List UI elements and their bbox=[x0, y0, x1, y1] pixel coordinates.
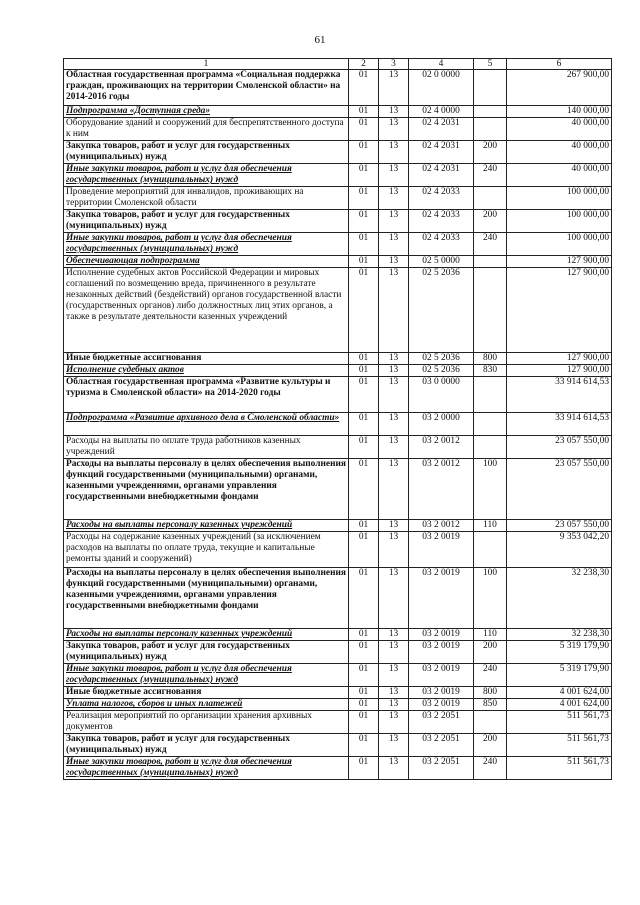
cell-subsection: 13 bbox=[379, 256, 409, 268]
cell-amount: 40 000,00 bbox=[507, 141, 612, 164]
table-row bbox=[64, 164, 612, 187]
cell-name: Уплата налогов, сборов и иных платежей bbox=[64, 699, 349, 711]
cell-expense-type: 240 bbox=[474, 757, 507, 780]
cell-name: Областная государственная программа «Социальная поддержка граждан, проживающих на территории Смоленской области» на 2014-2016 годы bbox=[64, 70, 349, 106]
cell-target-code: 03 2 0012 bbox=[409, 459, 474, 520]
cell-section: 01 bbox=[349, 268, 379, 353]
cell-target-code: 03 2 0019 bbox=[409, 699, 474, 711]
cell-section: 01 bbox=[349, 711, 379, 734]
cell-section: 01 bbox=[349, 687, 379, 699]
cell-expense-type: 850 bbox=[474, 699, 507, 711]
cell-subsection: 13 bbox=[379, 164, 409, 187]
cell-expense-type bbox=[474, 106, 507, 118]
cell-expense-type: 100 bbox=[474, 459, 507, 520]
cell-amount: 511 561,73 bbox=[507, 711, 612, 734]
cell-expense-type: 200 bbox=[474, 641, 507, 664]
cell-expense-type bbox=[474, 70, 507, 106]
cell-subsection: 13 bbox=[379, 377, 409, 413]
cell-expense-type bbox=[474, 413, 507, 436]
cell-amount: 23 057 550,00 bbox=[507, 459, 612, 520]
cell-section: 01 bbox=[349, 664, 379, 687]
column-header-1: 1 bbox=[64, 59, 349, 70]
cell-name: Обеспечивающая подпрограмма bbox=[64, 256, 349, 268]
cell-name: Подпрограмма «Доступная среда» bbox=[64, 106, 349, 118]
cell-amount: 23 057 550,00 bbox=[507, 436, 612, 459]
cell-amount: 511 561,73 bbox=[507, 734, 612, 757]
table-row bbox=[64, 256, 612, 268]
cell-name: Иные бюджетные ассигнования bbox=[64, 353, 349, 365]
table-row bbox=[64, 459, 612, 520]
cell-subsection: 13 bbox=[379, 436, 409, 459]
cell-name: Закупка товаров, работ и услуг для государственных (муниципальных) нужд bbox=[64, 641, 349, 664]
cell-amount: 5 319 179,90 bbox=[507, 641, 612, 664]
column-header-2: 2 bbox=[349, 59, 379, 70]
cell-amount: 4 001 624,00 bbox=[507, 687, 612, 699]
cell-expense-type bbox=[474, 268, 507, 353]
cell-name: Расходы на выплаты персоналу в целях обеспечения выполнения функций государственными (муниципальными) органами, казенными учреждениями, органами управления государственными внебюджетными фондами bbox=[64, 568, 349, 629]
cell-target-code: 02 5 2036 bbox=[409, 353, 474, 365]
cell-section: 01 bbox=[349, 532, 379, 568]
cell-subsection: 13 bbox=[379, 459, 409, 520]
cell-subsection: 13 bbox=[379, 353, 409, 365]
cell-section: 01 bbox=[349, 568, 379, 629]
cell-target-code: 03 2 0019 bbox=[409, 641, 474, 664]
cell-target-code: 03 2 0019 bbox=[409, 664, 474, 687]
table-row bbox=[64, 268, 612, 353]
cell-section: 01 bbox=[349, 256, 379, 268]
table-row bbox=[64, 568, 612, 629]
cell-name: Закупка товаров, работ и услуг для государственных (муниципальных) нужд bbox=[64, 210, 349, 233]
cell-subsection: 13 bbox=[379, 210, 409, 233]
table-row bbox=[64, 187, 612, 210]
cell-target-code: 03 2 0012 bbox=[409, 520, 474, 532]
cell-subsection: 13 bbox=[379, 568, 409, 629]
cell-expense-type: 200 bbox=[474, 734, 507, 757]
cell-section: 01 bbox=[349, 641, 379, 664]
cell-amount: 33 914 614,53 bbox=[507, 413, 612, 436]
cell-amount: 127 900,00 bbox=[507, 365, 612, 377]
cell-name: Иные закупки товаров, работ и услуг для обеспечения государственных (муниципальных) нужд bbox=[64, 757, 349, 780]
cell-amount: 32 238,30 bbox=[507, 629, 612, 641]
cell-subsection: 13 bbox=[379, 268, 409, 353]
cell-subsection: 13 bbox=[379, 70, 409, 106]
cell-expense-type bbox=[474, 187, 507, 210]
cell-amount: 100 000,00 bbox=[507, 233, 612, 256]
cell-section: 01 bbox=[349, 353, 379, 365]
cell-target-code: 03 2 2051 bbox=[409, 757, 474, 780]
cell-target-code: 02 5 2036 bbox=[409, 268, 474, 353]
column-header-3: 3 bbox=[379, 59, 409, 70]
table-body bbox=[64, 70, 612, 780]
cell-expense-type: 240 bbox=[474, 233, 507, 256]
cell-expense-type: 200 bbox=[474, 141, 507, 164]
cell-amount: 40 000,00 bbox=[507, 118, 612, 141]
cell-section: 01 bbox=[349, 436, 379, 459]
cell-subsection: 13 bbox=[379, 532, 409, 568]
cell-target-code: 03 2 0019 bbox=[409, 568, 474, 629]
table-row bbox=[64, 365, 612, 377]
table-row bbox=[64, 711, 612, 734]
table-row bbox=[64, 118, 612, 141]
cell-expense-type bbox=[474, 711, 507, 734]
cell-subsection: 13 bbox=[379, 118, 409, 141]
table-row bbox=[64, 106, 612, 118]
table-row bbox=[64, 629, 612, 641]
table-row bbox=[64, 734, 612, 757]
cell-target-code: 03 2 0000 bbox=[409, 413, 474, 436]
cell-amount: 127 900,00 bbox=[507, 268, 612, 353]
cell-subsection: 13 bbox=[379, 141, 409, 164]
cell-subsection: 13 bbox=[379, 757, 409, 780]
cell-subsection: 13 bbox=[379, 187, 409, 210]
cell-expense-type bbox=[474, 377, 507, 413]
cell-subsection: 13 bbox=[379, 699, 409, 711]
cell-name: Подпрограмма «Развитие архивного дела в Смоленской области» bbox=[64, 413, 349, 436]
cell-amount: 100 000,00 bbox=[507, 187, 612, 210]
cell-section: 01 bbox=[349, 233, 379, 256]
column-header-6: 6 bbox=[507, 59, 612, 70]
cell-target-code: 03 2 2051 bbox=[409, 711, 474, 734]
cell-name: Иные закупки товаров, работ и услуг для обеспечения государственных (муниципальных) нужд bbox=[64, 664, 349, 687]
cell-target-code: 03 2 0019 bbox=[409, 629, 474, 641]
cell-target-code: 02 4 2031 bbox=[409, 118, 474, 141]
cell-expense-type: 800 bbox=[474, 353, 507, 365]
cell-section: 01 bbox=[349, 70, 379, 106]
cell-section: 01 bbox=[349, 187, 379, 210]
table-row bbox=[64, 210, 612, 233]
table-row bbox=[64, 413, 612, 436]
cell-subsection: 13 bbox=[379, 664, 409, 687]
table-row bbox=[64, 699, 612, 711]
cell-amount: 32 238,30 bbox=[507, 568, 612, 629]
cell-expense-type: 240 bbox=[474, 164, 507, 187]
cell-target-code: 03 0 0000 bbox=[409, 377, 474, 413]
cell-amount: 9 353 042,20 bbox=[507, 532, 612, 568]
cell-subsection: 13 bbox=[379, 734, 409, 757]
cell-amount: 5 319 179,90 bbox=[507, 664, 612, 687]
cell-name: Расходы на выплаты по оплате труда работников казенных учреждений bbox=[64, 436, 349, 459]
cell-expense-type bbox=[474, 532, 507, 568]
cell-name: Расходы на выплаты персоналу в целях обеспечения выполнения функций государственными (муниципальными) органами, казенными учреждениями, органами управления государственными внебюджетными фондами bbox=[64, 459, 349, 520]
cell-target-code: 03 2 0019 bbox=[409, 687, 474, 699]
cell-target-code: 03 2 0012 bbox=[409, 436, 474, 459]
cell-name: Оборудование зданий и сооружений для беспрепятственного доступа к ним bbox=[64, 118, 349, 141]
cell-section: 01 bbox=[349, 629, 379, 641]
cell-subsection: 13 bbox=[379, 365, 409, 377]
cell-amount: 127 900,00 bbox=[507, 256, 612, 268]
cell-target-code: 02 4 2031 bbox=[409, 141, 474, 164]
cell-expense-type bbox=[474, 436, 507, 459]
cell-expense-type bbox=[474, 256, 507, 268]
cell-subsection: 13 bbox=[379, 687, 409, 699]
table-row bbox=[64, 532, 612, 568]
cell-name: Реализация мероприятий по организации хранения архивных документов bbox=[64, 711, 349, 734]
cell-section: 01 bbox=[349, 118, 379, 141]
cell-target-code: 02 4 0000 bbox=[409, 106, 474, 118]
cell-name: Областная государственная программа «Развитие культуры и туризма в Смоленской области» на 2014-2020 годы bbox=[64, 377, 349, 413]
column-header-4: 4 bbox=[409, 59, 474, 70]
budget-table bbox=[63, 58, 612, 780]
cell-section: 01 bbox=[349, 141, 379, 164]
cell-subsection: 13 bbox=[379, 629, 409, 641]
table-row bbox=[64, 664, 612, 687]
cell-section: 01 bbox=[349, 699, 379, 711]
cell-name: Расходы на содержание казенных учреждений (за исключением расходов на выплаты по оплате труда, текущие и капитальные ремонты зданий и сооружений) bbox=[64, 532, 349, 568]
cell-expense-type: 240 bbox=[474, 664, 507, 687]
table-row bbox=[64, 520, 612, 532]
cell-section: 01 bbox=[349, 210, 379, 233]
cell-section: 01 bbox=[349, 734, 379, 757]
cell-section: 01 bbox=[349, 520, 379, 532]
table-row bbox=[64, 377, 612, 413]
cell-name: Проведение мероприятий для инвалидов, проживающих на территории Смоленской области bbox=[64, 187, 349, 210]
cell-amount: 127 900,00 bbox=[507, 353, 612, 365]
table-header-row bbox=[64, 59, 612, 70]
cell-subsection: 13 bbox=[379, 520, 409, 532]
column-header-5: 5 bbox=[474, 59, 507, 70]
cell-expense-type: 110 bbox=[474, 629, 507, 641]
table-row bbox=[64, 353, 612, 365]
cell-amount: 40 000,00 bbox=[507, 164, 612, 187]
cell-subsection: 13 bbox=[379, 106, 409, 118]
cell-amount: 267 900,00 bbox=[507, 70, 612, 106]
cell-target-code: 03 2 2051 bbox=[409, 734, 474, 757]
cell-target-code: 02 0 0000 bbox=[409, 70, 474, 106]
table-row bbox=[64, 233, 612, 256]
cell-subsection: 13 bbox=[379, 233, 409, 256]
cell-expense-type: 110 bbox=[474, 520, 507, 532]
page-number: 61 bbox=[314, 34, 326, 46]
cell-target-code: 03 2 0019 bbox=[409, 532, 474, 568]
table-row bbox=[64, 687, 612, 699]
cell-section: 01 bbox=[349, 757, 379, 780]
cell-target-code: 02 4 2031 bbox=[409, 164, 474, 187]
table-row bbox=[64, 641, 612, 664]
table-row bbox=[64, 436, 612, 459]
cell-name: Иные закупки товаров, работ и услуг для обеспечения государственных (муниципальных) нужд bbox=[64, 233, 349, 256]
table-row bbox=[64, 141, 612, 164]
cell-expense-type: 100 bbox=[474, 568, 507, 629]
cell-section: 01 bbox=[349, 365, 379, 377]
cell-name: Исполнение судебных актов Российской Федерации и мировых соглашений по возмещению вреда, причиненного в результате незаконных действий (бездействий) органов государственной власти (государственных органов) либо должностных лиц этих органов, а также в результате деятельности казенных учреждений bbox=[64, 268, 349, 353]
cell-subsection: 13 bbox=[379, 641, 409, 664]
cell-target-code: 02 5 0000 bbox=[409, 256, 474, 268]
cell-amount: 4 001 624,00 bbox=[507, 699, 612, 711]
cell-target-code: 02 4 2033 bbox=[409, 210, 474, 233]
cell-amount: 511 561,73 bbox=[507, 757, 612, 780]
cell-name: Иные бюджетные ассигнования bbox=[64, 687, 349, 699]
cell-section: 01 bbox=[349, 164, 379, 187]
cell-subsection: 13 bbox=[379, 711, 409, 734]
cell-subsection: 13 bbox=[379, 413, 409, 436]
cell-name: Иные закупки товаров, работ и услуг для обеспечения государственных (муниципальных) нужд bbox=[64, 164, 349, 187]
cell-name: Закупка товаров, работ и услуг для государственных (муниципальных) нужд bbox=[64, 141, 349, 164]
cell-expense-type bbox=[474, 118, 507, 141]
cell-target-code: 02 5 2036 bbox=[409, 365, 474, 377]
table-row bbox=[64, 70, 612, 106]
cell-amount: 140 000,00 bbox=[507, 106, 612, 118]
cell-amount: 100 000,00 bbox=[507, 210, 612, 233]
cell-amount: 33 914 614,53 bbox=[507, 377, 612, 413]
cell-name: Расходы на выплаты персоналу казенных учреждений bbox=[64, 520, 349, 532]
cell-section: 01 bbox=[349, 413, 379, 436]
cell-name: Расходы на выплаты персоналу казенных учреждений bbox=[64, 629, 349, 641]
cell-name: Исполнение судебных актов bbox=[64, 365, 349, 377]
cell-section: 01 bbox=[349, 377, 379, 413]
cell-section: 01 bbox=[349, 106, 379, 118]
cell-expense-type: 800 bbox=[474, 687, 507, 699]
cell-amount: 23 057 550,00 bbox=[507, 520, 612, 532]
cell-name: Закупка товаров, работ и услуг для государственных (муниципальных) нужд bbox=[64, 734, 349, 757]
table-row bbox=[64, 757, 612, 780]
cell-expense-type: 200 bbox=[474, 210, 507, 233]
cell-expense-type: 830 bbox=[474, 365, 507, 377]
cell-target-code: 02 4 2033 bbox=[409, 187, 474, 210]
cell-target-code: 02 4 2033 bbox=[409, 233, 474, 256]
cell-section: 01 bbox=[349, 459, 379, 520]
